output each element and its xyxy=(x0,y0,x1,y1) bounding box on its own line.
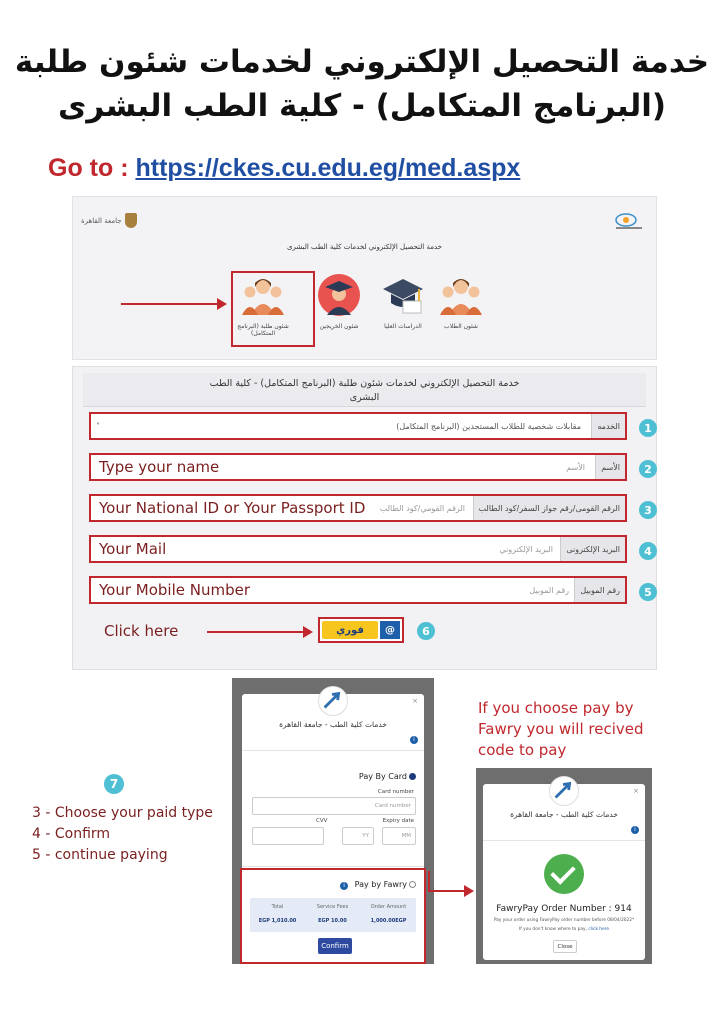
page-title-line2: (البرنامج المتكامل) - كلية الطب البشرى xyxy=(58,88,666,124)
step-badge: 4 xyxy=(639,542,657,560)
field-annotation: Your National ID or Your Passport ID xyxy=(99,499,366,517)
payment-modal-screenshot xyxy=(232,678,434,964)
service-graduates[interactable] xyxy=(309,273,369,330)
info-icon: i xyxy=(410,736,418,744)
university-name: جامعة القاهرة xyxy=(81,216,122,225)
field-label: الخدمه xyxy=(591,414,625,438)
connector-line xyxy=(428,871,430,891)
national-id-input[interactable] xyxy=(89,494,627,522)
at-icon: @ xyxy=(380,621,400,639)
fawry-logo-icon: فوري xyxy=(322,621,378,639)
form-title-line2: البشرى xyxy=(349,392,380,403)
goto-line xyxy=(48,154,520,183)
goto-label: Go to : xyxy=(48,154,136,182)
mm-placeholder: MM xyxy=(401,833,411,839)
confirm-button[interactable]: Confirm xyxy=(318,938,352,954)
order-number: FawryPay Order Number : 914 xyxy=(496,904,632,914)
field-placeholder: رقم الموبيل xyxy=(529,585,569,595)
field-label: رقم الموبيل xyxy=(574,578,625,602)
service-label: شئون الخريجين xyxy=(319,323,359,330)
order-help-text: If you don't know where to pay, xyxy=(519,927,589,932)
field-label: الرقم القومى/رقم جواز السفر/كود الطالب xyxy=(473,496,625,520)
table-cell: 1,000.00EGP xyxy=(370,918,407,924)
service-postgraduate[interactable] xyxy=(373,273,433,330)
table-cell: EGP 1,010.00 xyxy=(258,918,297,924)
ckes-logo-icon xyxy=(318,686,348,716)
fawry-pay-button[interactable] xyxy=(318,617,404,643)
card-number-label: Card number xyxy=(377,789,414,795)
arrow-right-icon xyxy=(428,890,472,892)
students-icon xyxy=(437,273,485,317)
field-placeholder: الرقم القومي/كود الطالب xyxy=(379,503,465,513)
graduate-icon xyxy=(315,273,363,317)
step-badge: 1 xyxy=(639,419,657,437)
expiry-month-input[interactable] xyxy=(382,827,416,845)
field-label: الأسم xyxy=(595,455,625,479)
field-placeholder: الأسم xyxy=(566,462,585,472)
check-circle-icon xyxy=(544,854,584,894)
table-header: Total xyxy=(271,904,284,910)
info-icon: i xyxy=(631,826,639,834)
step-badge: 2 xyxy=(639,460,657,478)
divider xyxy=(242,866,424,867)
step-badge: 5 xyxy=(639,583,657,601)
steps-list xyxy=(32,803,213,866)
divider xyxy=(483,840,645,841)
divider xyxy=(242,750,424,751)
fawry-note-line: If you choose pay by xyxy=(478,699,634,717)
ckes-logo-icon xyxy=(614,209,644,231)
goto-url-link[interactable]: https://ckes.cu.edu.eg/med.aspx xyxy=(135,154,521,182)
highlight-box xyxy=(231,271,315,347)
table-cell: EGP 10.00 xyxy=(318,918,347,924)
cvv-input[interactable] xyxy=(252,827,324,845)
field-value: مقابلات شخصية للطلاب المستجدين (البرنامج المتكامل) xyxy=(396,421,581,431)
click-here-link[interactable]: click here xyxy=(588,927,609,932)
arrow-right-icon xyxy=(207,631,311,633)
field-annotation: Your Mail xyxy=(99,540,167,558)
fawry-result-modal xyxy=(483,784,645,960)
expiry-year-input[interactable] xyxy=(342,827,374,845)
mobile-input[interactable] xyxy=(89,576,627,604)
service-label: شئون الطلاب xyxy=(444,323,478,330)
close-icon[interactable]: × xyxy=(412,697,418,705)
close-button[interactable]: Close xyxy=(553,940,577,953)
radio-checked-icon xyxy=(409,773,416,780)
form-title-line1: خدمة التحصيل الإلكتروني لخدمات شئون طلبة (البرنامج المتكامل) - كلية الطب xyxy=(209,378,520,389)
fawry-note xyxy=(478,698,644,761)
form-title xyxy=(83,373,646,407)
order-note: Pay your order using FawryPay order number before 08/04/2022* xyxy=(493,918,635,923)
university-brand xyxy=(81,213,137,228)
step-badge: 6 xyxy=(417,622,435,640)
service-student-affairs[interactable] xyxy=(431,273,491,330)
pay-by-fawry-label: Pay by Fawry xyxy=(354,880,407,889)
university-shield-icon xyxy=(125,213,137,228)
field-placeholder: البريد الإلكتروني xyxy=(499,544,553,554)
step-item: 3 - Choose your paid type xyxy=(32,805,213,821)
portal-title: خدمة التحصيل الإلكتروني لخدمات كلية الطب البشرى xyxy=(287,243,442,251)
cvv-label: CVV xyxy=(316,818,328,824)
service-select[interactable] xyxy=(89,412,627,440)
click-here-note: Click here xyxy=(104,622,179,640)
modal-title: خدمات كلية الطب - جامعة القاهرة xyxy=(510,810,618,819)
arrow-right-icon xyxy=(121,303,225,305)
close-icon[interactable]: × xyxy=(633,787,639,795)
fawry-note-line: code to pay xyxy=(478,741,567,759)
portal-screenshot xyxy=(72,196,657,360)
order-help xyxy=(483,927,645,932)
field-annotation: Your Mobile Number xyxy=(99,581,251,599)
table-header: Service Fees xyxy=(316,904,349,910)
field-label: البريد الإلكترونى xyxy=(560,537,625,561)
modal-title: خدمات كلية الطب - جامعة القاهرة xyxy=(279,720,387,729)
fawry-result-screenshot xyxy=(476,768,652,964)
card-number-input[interactable] xyxy=(252,797,416,815)
card-number-placeholder: Card number xyxy=(374,803,411,809)
yy-placeholder: YY xyxy=(362,833,369,839)
service-label: شئون طلبة (البرنامج المتكامل) xyxy=(237,323,289,337)
info-icon: i xyxy=(340,882,348,890)
step-item: 5 - continue paying xyxy=(32,847,168,863)
chevron-down-icon: ˅ xyxy=(96,421,100,431)
expiry-label: Expiry date xyxy=(382,818,414,824)
table-header: Order Amount xyxy=(370,904,407,910)
name-input[interactable] xyxy=(89,453,627,481)
ckes-logo-icon xyxy=(549,776,579,806)
step-badge: 3 xyxy=(639,501,657,519)
step-item: 4 - Confirm xyxy=(32,826,111,842)
pay-by-card-option[interactable] xyxy=(359,772,416,781)
step-badge: 7 xyxy=(104,774,124,794)
page-title-line1: خدمة التحصيل الإلكتروني لخدمات شئون طلبة xyxy=(14,44,710,80)
graduation-cap-icon xyxy=(379,273,427,317)
email-input[interactable] xyxy=(89,535,627,563)
field-annotation: Type your name xyxy=(99,458,220,476)
highlight-box xyxy=(240,868,426,964)
pay-by-card-label: Pay By Card xyxy=(358,772,407,781)
fawry-note-line: Fawry you will recived xyxy=(478,720,644,738)
service-label: الدراسات العليا xyxy=(384,323,422,330)
